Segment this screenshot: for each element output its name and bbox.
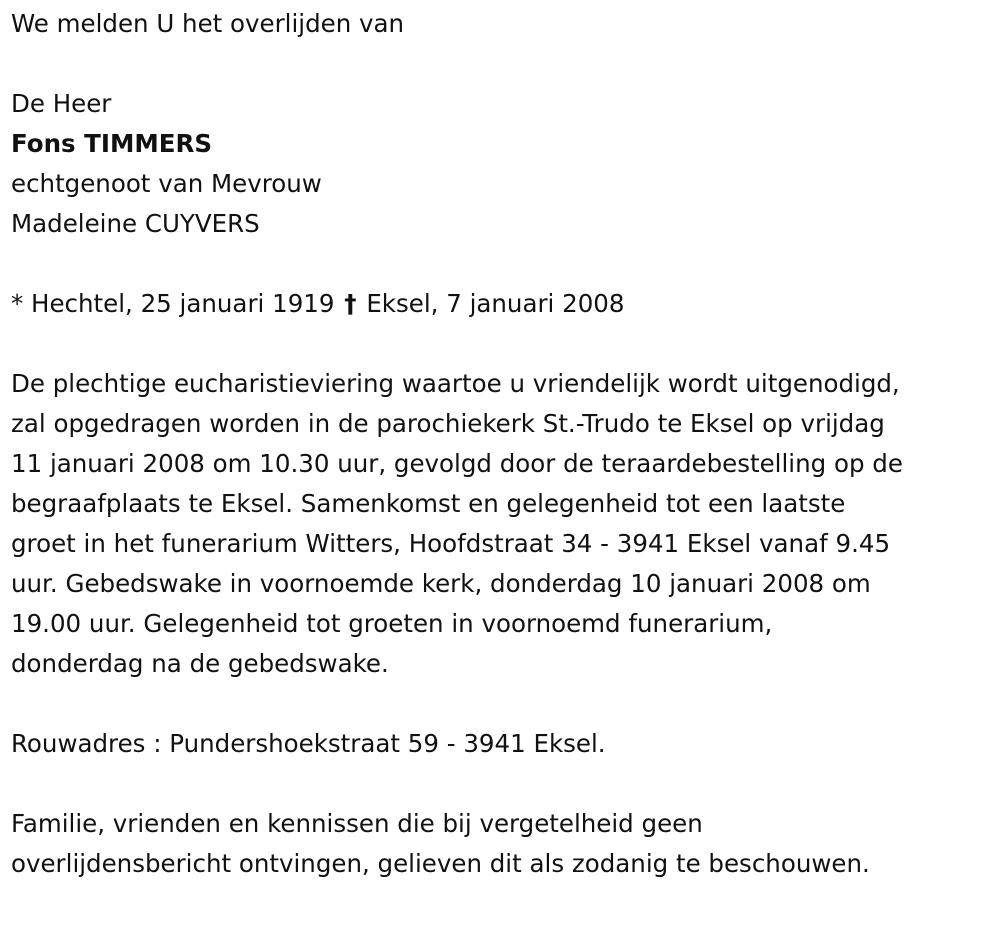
ceremony-line: donderdag na de gebedswake. [11, 649, 389, 678]
ceremony-line: 19.00 uur. Gelegenheid tot groeten in voornoemd funerarium, [11, 609, 773, 638]
mourning-address: Rouwadres : Pundershoekstraat 59 - 3941 Eksel. [11, 729, 606, 758]
ceremony-line: uur. Gebedswake in voornoemde kerk, donderdag 10 januari 2008 om [11, 569, 871, 598]
ceremony-line: De plechtige eucharistieviering waartoe u vriendelijk wordt uitgenodigd, [11, 369, 900, 398]
birth-info: * Hechtel, 25 januari 1919 [11, 289, 335, 318]
cross-icon: † [344, 289, 357, 318]
closing-line: Familie, vrienden en kennissen die bij vergetelheid geen [11, 809, 703, 838]
honorific: De Heer [11, 89, 112, 118]
spacer [11, 764, 990, 804]
deceased-name: Fons TIMMERS [11, 129, 212, 158]
spouse-line-1: echtgenoot van Mevrouw [11, 169, 322, 198]
closing-paragraph [11, 804, 990, 884]
ceremony-line: 11 januari 2008 om 10.30 uur, gevolgd door de teraardebestelling op de [11, 449, 903, 478]
spacer [11, 324, 990, 364]
closing-line: overlijdensbericht ontvingen, gelieven dit als zodanig te beschouwen. [11, 849, 870, 878]
spouse-line-2: Madeleine CUYVERS [11, 209, 260, 238]
spacer [11, 244, 990, 284]
spacer [11, 684, 990, 724]
intro-text: We melden U het overlijden van [11, 9, 405, 38]
ceremony-line: zal opgedragen worden in de parochiekerk St.-Trudo te Eksel op vrijdag [11, 409, 885, 438]
dates-line [11, 284, 990, 324]
ceremony-paragraph [11, 364, 990, 684]
spacer [11, 44, 990, 84]
death-info: Eksel, 7 januari 2008 [366, 289, 625, 318]
ceremony-line: begraafplaats te Eksel. Samenkomst en gelegenheid tot een laatste [11, 489, 846, 518]
ceremony-line: groet in het funerarium Witters, Hoofdstraat 34 - 3941 Eksel vanaf 9.45 [11, 529, 891, 558]
